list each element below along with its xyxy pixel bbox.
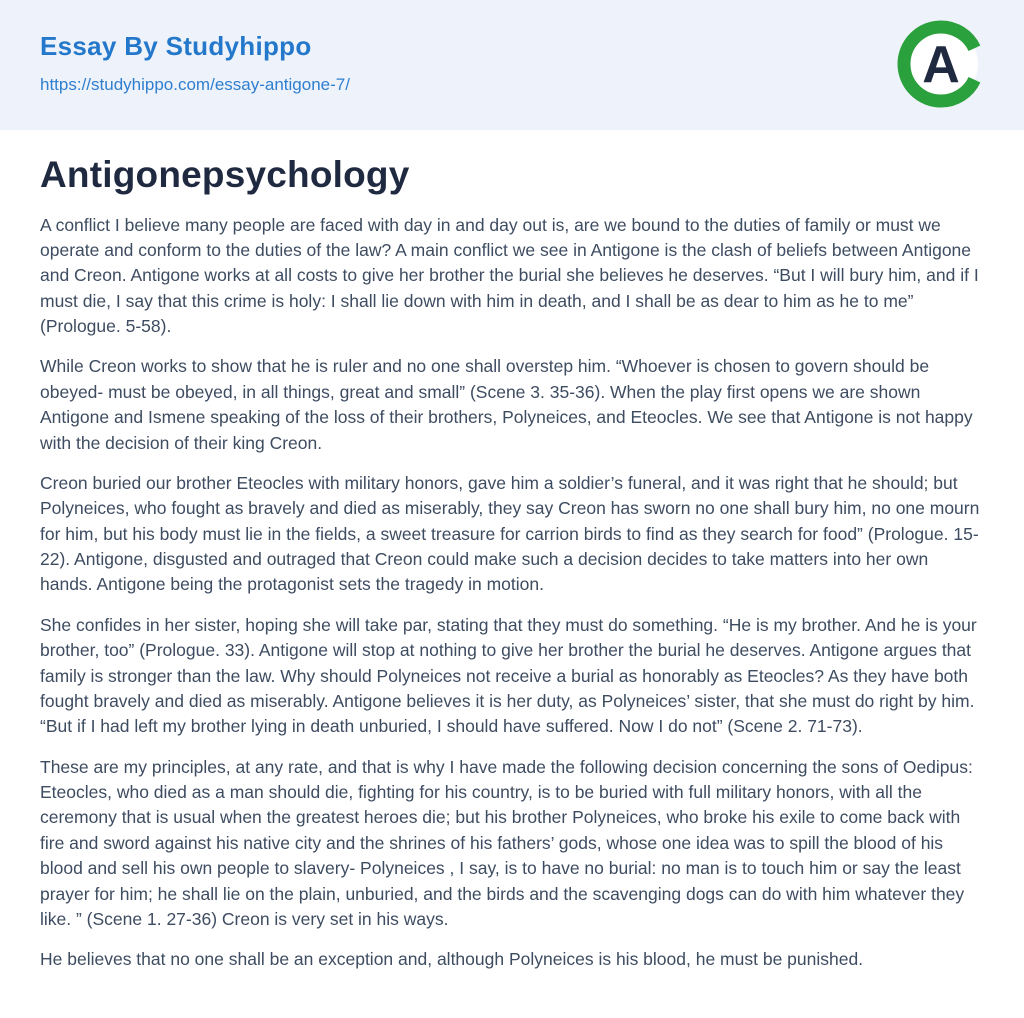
essay-paragraph: A conflict I believe many people are faced with day in and day out is, are we bound to the duties of family or must we operate and conform to the duties of the law? A main conflict we see in Antigone is the clash of beliefs between Antigone and Creon. Antigone works at all costs to give her brother the burial she believes he deserves. “But I will bury him, and if I must die, I say that this crime is holy: I shall lie down with him in death, and I shall be as dear to him as he to me” (Prologue. 5-58). xyxy=(40,214,979,337)
essay-paragraph: He believes that no one shall be an exception and, although Polyneices is his blood, he must be punished. xyxy=(40,949,864,970)
site-title-link[interactable]: Essay By Studyhippo xyxy=(40,31,312,61)
logo-letter: A xyxy=(922,36,960,94)
essay-paragraph: Creon buried our brother Eteocles with military honors, gave him a soldier’s funeral, and it was right that he should; but Polyneices, who fought as bravely and died as miserably, they say Creon has sworn no one shall bury him, no one mourn for him, but his body must lie in the fields, a sweet treasure for carrion birds to find as they search for food” (Prologue. 15-22). Antigone, disgusted and outraged that Creon could make such a decision decides to take matters into her own hands. Antigone being the protagonist sets the tragedy in motion. xyxy=(40,472,980,595)
essay-paragraph: She confides in her sister, hoping she will take par, stating that they must do something. “He is my brother. And he is your brother, too” (Prologue. 33). Antigone will stop at nothing to give her brother the burial he deserves. Antigone argues that family is stronger than the law. Why should Polyneices not receive a burial as honorably as Eteocles? As they have both fought bravely and died as miserably. Antigone believes it is her duty, as Polyneices’ sister, that she must do right by him. “But if I had left my brother lying in death unburied, I should have suffered. Now I do not” (Scene 2. 71-73). xyxy=(40,614,977,737)
essay-paragraph: While Creon works to show that he is ruler and no one shall overstep him. “Whoever is chosen to govern should be obeyed- must be obeyed, in all things, great and small” (Scene 3. 35-36). When the play first opens we are shown Antigone and Ismene speaking of the loss of their brothers, Polyneices, and Eteocles. We see that Antigone is not happy with the decision of their king Creon. xyxy=(40,356,973,453)
logo-ring-icon xyxy=(897,20,985,108)
page-header xyxy=(0,0,1024,130)
essay-title: Antigonepsychology xyxy=(40,154,410,195)
essay-paragraph: These are my principles, at any rate, and that is why I have made the following decision concerning the sons of Oedipus: Eteocles, who died as a man should die, fighting for his country, is to be buried with full military honors, with all the ceremony that is usual when the greatest heroes die; but his brother Polyneices, who broke his exile to come back with fire and sword against his native city and the shrines of his fathers’ gods, whose one idea was to spill the blood of his blood and sell his own people to slavery- Polyneices , I say, is to have no burial: no man is to touch him or say the least prayer for him; he shall lie on the plain, unburied, and the birds and the scavenging dogs can do with him whatever they like. ” (Scene 1. 27-36) Creon is very set in his ways. xyxy=(40,756,973,929)
essay-url-link[interactable]: https://studyhippo.com/essay-antigone-7/ xyxy=(40,74,350,94)
essay-article xyxy=(0,154,1024,1018)
studyhippo-logo-icon xyxy=(897,20,985,108)
